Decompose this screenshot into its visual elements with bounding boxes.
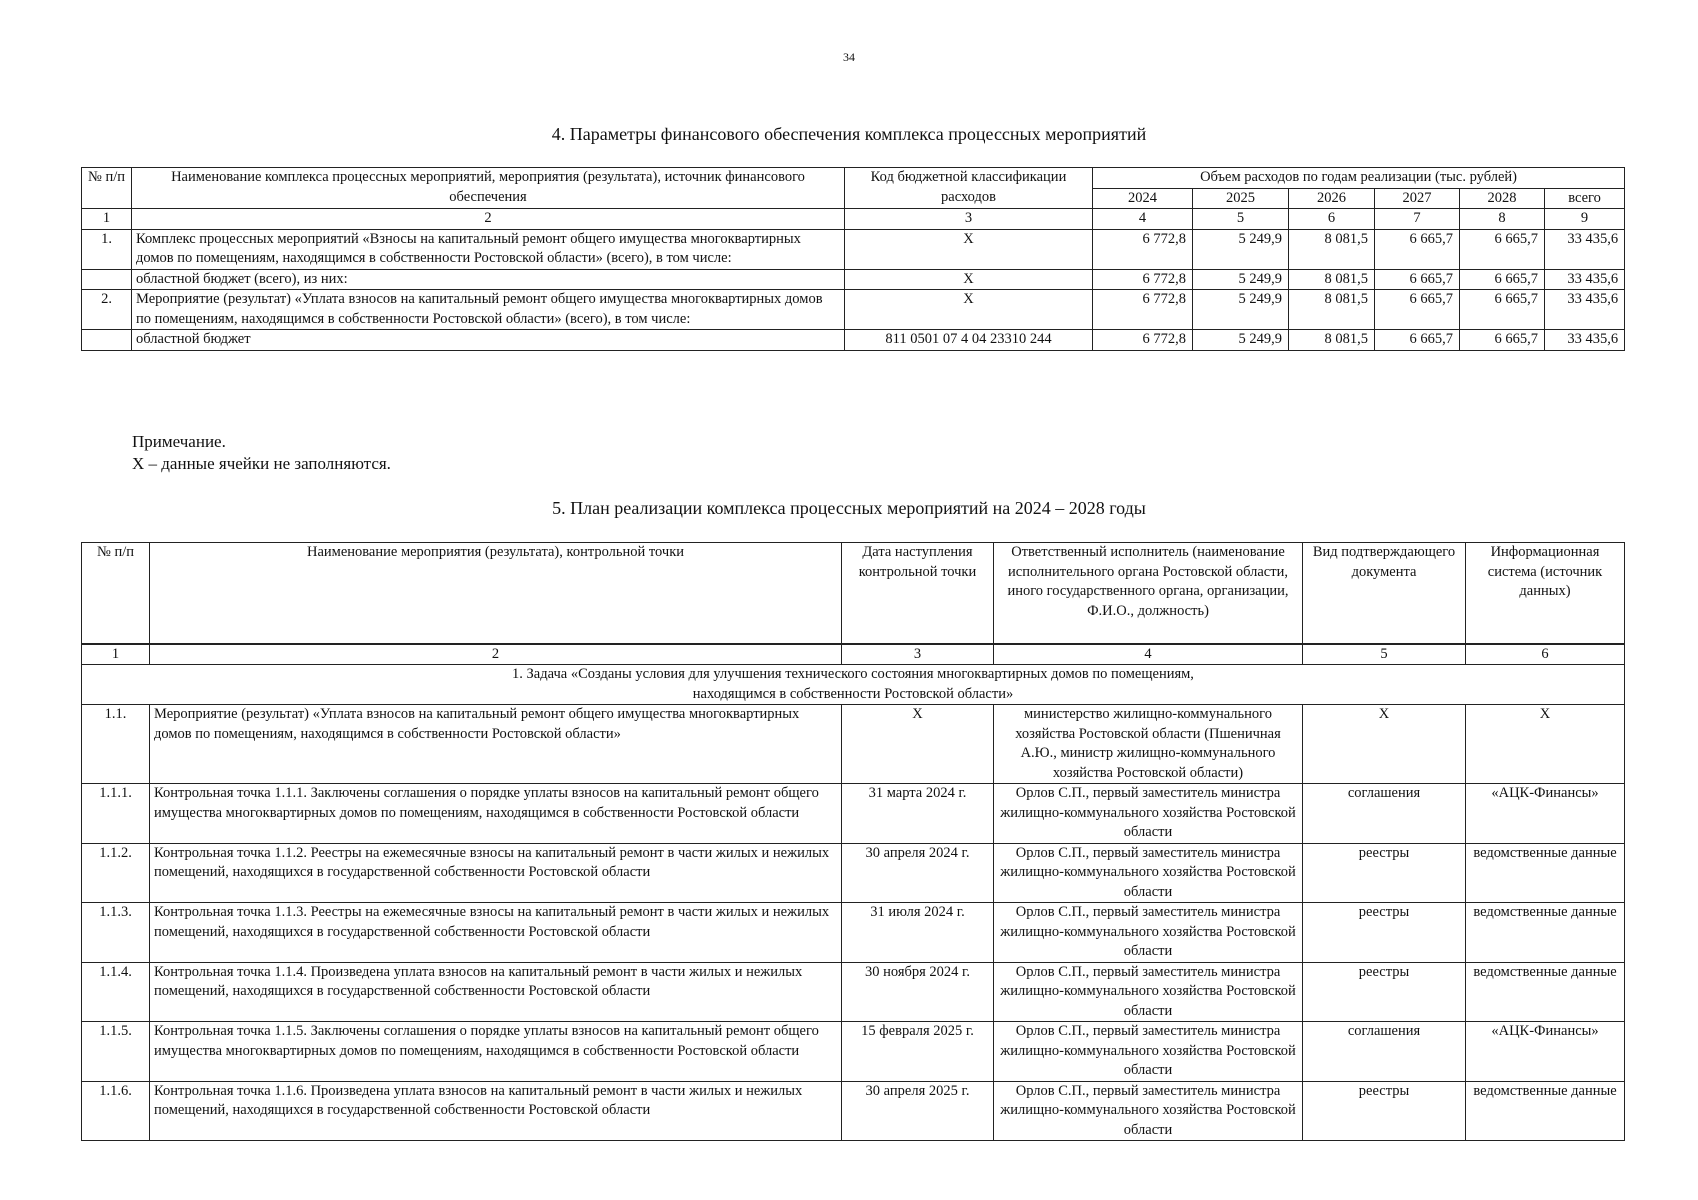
- row-executor: министерство жилищно-коммунального хозяйства Ростовской области (Пшеничная А.Ю., министр жилищно-коммунального хозяйства Ростовской области): [994, 705, 1303, 784]
- row-value: 6 665,7: [1460, 290, 1545, 330]
- row-date: Х: [842, 705, 994, 784]
- table-row: [82, 330, 1625, 351]
- row-value: 6 772,8: [1093, 269, 1193, 290]
- row-value: 6 665,7: [1460, 269, 1545, 290]
- header-row: [82, 543, 1625, 644]
- row-num: 1.1.5.: [82, 1022, 150, 1082]
- row-system: ведомственные данные: [1466, 903, 1625, 963]
- row-code: X: [845, 229, 1093, 269]
- row-value: 6 772,8: [1093, 290, 1193, 330]
- row-total: 33 435,6: [1545, 330, 1625, 351]
- row-total: 33 435,6: [1545, 229, 1625, 269]
- column-numbers-row: [82, 644, 1625, 665]
- row-name: Контрольная точка 1.1.6. Произведена уплата взносов на капитальный ремонт в части жилых и нежилых помещений, находящихся в государственной собственности Ростовской области: [150, 1081, 842, 1141]
- table-row: [82, 843, 1625, 903]
- header-document: Вид подтверждающего документа: [1303, 543, 1466, 644]
- page-number: 34: [843, 50, 855, 64]
- header-row: [82, 168, 1625, 189]
- header-year: 2026: [1289, 188, 1375, 209]
- row-name: областной бюджет (всего), из них:: [132, 269, 845, 290]
- col-number: 8: [1460, 209, 1545, 230]
- row-date: 30 ноября 2024 г.: [842, 962, 994, 1022]
- col-number: 4: [994, 644, 1303, 665]
- row-num: [82, 269, 132, 290]
- header-date: Дата наступления контрольной точки: [842, 543, 994, 644]
- row-value: 6 772,8: [1093, 330, 1193, 351]
- row-value: 6 665,7: [1375, 290, 1460, 330]
- row-value: 6 665,7: [1460, 229, 1545, 269]
- col-number: 7: [1375, 209, 1460, 230]
- row-system: «АЦК-Финансы»: [1466, 1022, 1625, 1082]
- row-value: 6 665,7: [1375, 330, 1460, 351]
- row-value: 6 772,8: [1093, 229, 1193, 269]
- row-document: реестры: [1303, 843, 1466, 903]
- col-number: 6: [1289, 209, 1375, 230]
- row-code: 811 0501 07 4 04 23310 244: [845, 330, 1093, 351]
- col-number: 5: [1303, 644, 1466, 665]
- section-5-title: 5. План реализации комплекса процессных мероприятий на 2024 – 2028 годы: [552, 498, 1146, 518]
- table-row: [82, 290, 1625, 330]
- row-name: Мероприятие (результат) «Уплата взносов на капитальный ремонт общего имущества многоквартирных домов по помещениям, находящимся в собственности Ростовской области»: [150, 705, 842, 784]
- row-value: 5 249,9: [1193, 290, 1289, 330]
- row-executor: Орлов С.П., первый заместитель министра жилищно-коммунального хозяйства Ростовской области: [994, 1022, 1303, 1082]
- row-value: 5 249,9: [1193, 330, 1289, 351]
- row-code: X: [845, 269, 1093, 290]
- row-total: 33 435,6: [1545, 269, 1625, 290]
- row-name: Контрольная точка 1.1.4. Произведена уплата взносов на капитальный ремонт в части жилых и нежилых помещений, находящихся в государственной собственности Ростовской области: [150, 962, 842, 1022]
- row-num: 1.: [82, 229, 132, 269]
- note-heading: Примечание.: [132, 432, 226, 451]
- header-year: 2027: [1375, 188, 1460, 209]
- row-document: соглашения: [1303, 784, 1466, 844]
- column-numbers-row: [82, 209, 1625, 230]
- row-executor: Орлов С.П., первый заместитель министра жилищно-коммунального хозяйства Ростовской области: [994, 784, 1303, 844]
- table-row: [82, 784, 1625, 844]
- row-date: 31 июля 2024 г.: [842, 903, 994, 963]
- note-text: Х – данные ячейки не заполняются.: [132, 454, 391, 473]
- row-document: реестры: [1303, 1081, 1466, 1141]
- row-value: 8 081,5: [1289, 290, 1375, 330]
- row-document: реестры: [1303, 962, 1466, 1022]
- row-value: 8 081,5: [1289, 330, 1375, 351]
- row-name: областной бюджет: [132, 330, 845, 351]
- header-system: Информационная система (источник данных): [1466, 543, 1625, 644]
- col-number: 3: [845, 209, 1093, 230]
- row-name: Контрольная точка 1.1.1. Заключены соглашения о порядке уплаты взносов на капитальный ремонт общего имущества многоквартирных домов по помещениям, находящимся в собственности Ростовской области: [150, 784, 842, 844]
- task-row: [82, 665, 1625, 705]
- header-year: 2025: [1193, 188, 1289, 209]
- col-number: 6: [1466, 644, 1625, 665]
- col-number: 1: [82, 209, 132, 230]
- row-total: 33 435,6: [1545, 290, 1625, 330]
- table-row: [82, 269, 1625, 290]
- row-name: Комплекс процессных мероприятий «Взносы на капитальный ремонт общего имущества многоквартирных домов по помещениям, находящимся в собственности Ростовской области» (всего), в том числе:: [132, 229, 845, 269]
- row-system: ведомственные данные: [1466, 962, 1625, 1022]
- row-num: 1.1.4.: [82, 962, 150, 1022]
- row-system: «АЦК-Финансы»: [1466, 784, 1625, 844]
- row-value: 6 665,7: [1375, 229, 1460, 269]
- implementation-plan-table: [81, 542, 1625, 1141]
- table-row: [82, 705, 1625, 784]
- note: [132, 431, 391, 475]
- row-num: 1.1.6.: [82, 1081, 150, 1141]
- row-document: соглашения: [1303, 1022, 1466, 1082]
- header-total: всего: [1545, 188, 1625, 209]
- col-number: 2: [150, 644, 842, 665]
- row-date: 15 февраля 2025 г.: [842, 1022, 994, 1082]
- row-name: Контрольная точка 1.1.3. Реестры на ежемесячные взносы на капитальный ремонт в части жилых и нежилых помещений, находящихся в государственной собственности Ростовской области: [150, 903, 842, 963]
- row-document: реестры: [1303, 903, 1466, 963]
- row-value: 8 081,5: [1289, 269, 1375, 290]
- table-row: [82, 229, 1625, 269]
- col-number: 1: [82, 644, 150, 665]
- col-number: 4: [1093, 209, 1193, 230]
- col-number: 5: [1193, 209, 1289, 230]
- header-year: 2028: [1460, 188, 1545, 209]
- row-num: 1.1.1.: [82, 784, 150, 844]
- row-date: 31 марта 2024 г.: [842, 784, 994, 844]
- table-row: [82, 1081, 1625, 1141]
- row-num: 1.1.2.: [82, 843, 150, 903]
- header-code: Код бюджетной классификации расходов: [845, 168, 1093, 209]
- header-year: 2024: [1093, 188, 1193, 209]
- table-row: [82, 962, 1625, 1022]
- header-num: № п/п: [82, 543, 150, 644]
- row-system: ведомственные данные: [1466, 1081, 1625, 1141]
- row-value: 5 249,9: [1193, 269, 1289, 290]
- row-system: Х: [1466, 705, 1625, 784]
- col-number: 2: [132, 209, 845, 230]
- row-name: Контрольная точка 1.1.2. Реестры на ежемесячные взносы на капитальный ремонт в части жилых и нежилых помещений, находящихся в государственной собственности Ростовской области: [150, 843, 842, 903]
- header-volume: Объем расходов по годам реализации (тыс. рублей): [1093, 168, 1625, 189]
- header-name: Наименование комплекса процессных мероприятий, мероприятия (результата), источник финансового обеспечения: [132, 168, 845, 209]
- financing-table: [81, 167, 1625, 351]
- table-row: [82, 1022, 1625, 1082]
- row-name: Контрольная точка 1.1.5. Заключены соглашения о порядке уплаты взносов на капитальный ремонт общего имущества многоквартирных домов по помещениям, находящимся в собственности Ростовской области: [150, 1022, 842, 1082]
- row-system: ведомственные данные: [1466, 843, 1625, 903]
- row-date: 30 апреля 2025 г.: [842, 1081, 994, 1141]
- row-document: Х: [1303, 705, 1466, 784]
- col-number: 9: [1545, 209, 1625, 230]
- row-code: X: [845, 290, 1093, 330]
- row-value: 5 249,9: [1193, 229, 1289, 269]
- header-executor: Ответственный исполнитель (наименование исполнительного органа Ростовской области, иного государственного органа, организации, Ф.И.О., должность): [994, 543, 1303, 644]
- row-value: 6 665,7: [1460, 330, 1545, 351]
- row-num: 2.: [82, 290, 132, 330]
- row-num: 1.1.3.: [82, 903, 150, 963]
- row-num: [82, 330, 132, 351]
- header-name: Наименование мероприятия (результата), контрольной точки: [150, 543, 842, 644]
- row-date: 30 апреля 2024 г.: [842, 843, 994, 903]
- col-number: 3: [842, 644, 994, 665]
- row-value: 6 665,7: [1375, 269, 1460, 290]
- row-executor: Орлов С.П., первый заместитель министра жилищно-коммунального хозяйства Ростовской области: [994, 1081, 1303, 1141]
- row-executor: Орлов С.П., первый заместитель министра жилищно-коммунального хозяйства Ростовской области: [994, 903, 1303, 963]
- task-title: 1. Задача «Созданы условия для улучшения технического состояния многоквартирных домов по помещениям, находящимся в собственности Ростовской области»: [82, 665, 1625, 705]
- header-num: № п/п: [82, 168, 132, 209]
- row-executor: Орлов С.П., первый заместитель министра жилищно-коммунального хозяйства Ростовской области: [994, 962, 1303, 1022]
- row-num: 1.1.: [82, 705, 150, 784]
- section-4-title: 4. Параметры финансового обеспечения комплекса процессных мероприятий: [551, 124, 1147, 144]
- table-row: [82, 903, 1625, 963]
- row-value: 8 081,5: [1289, 229, 1375, 269]
- row-executor: Орлов С.П., первый заместитель министра жилищно-коммунального хозяйства Ростовской области: [994, 843, 1303, 903]
- row-name: Мероприятие (результат) «Уплата взносов на капитальный ремонт общего имущества многоквартирных домов по помещениям, находящимся в собственности Ростовской области» (всего), в том числе:: [132, 290, 845, 330]
